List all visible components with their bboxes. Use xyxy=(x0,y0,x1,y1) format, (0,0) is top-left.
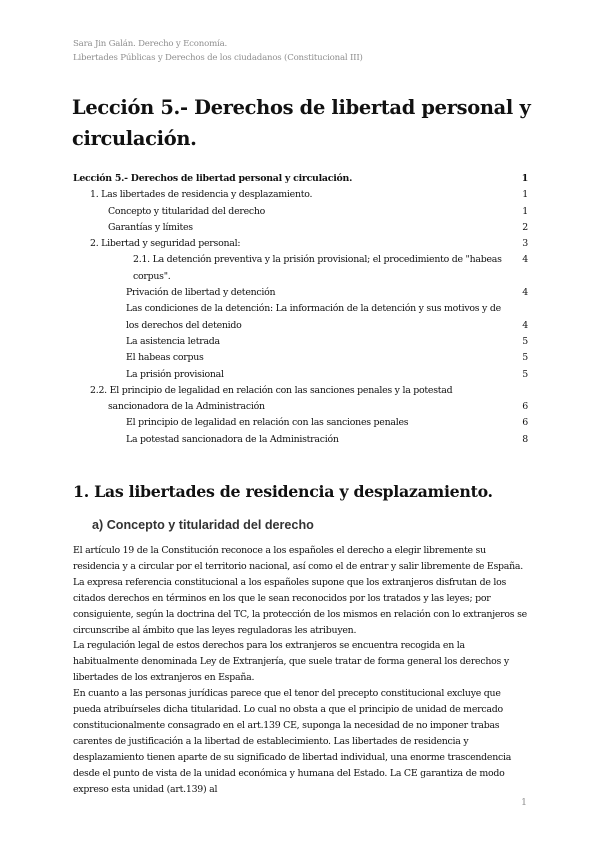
toc-entry[interactable] xyxy=(73,171,528,187)
toc-entry-page: 5 xyxy=(522,352,528,364)
toc-entry-text: La potestad sancionadora de la Administración xyxy=(126,433,339,445)
toc-entry-text: Privación de libertad y detención xyxy=(126,287,276,299)
toc-entry[interactable] xyxy=(73,350,528,366)
table-of-contents xyxy=(73,171,528,448)
section-heading: 1. Las libertades de residencia y desplazamiento. xyxy=(73,482,493,501)
toc-entry-page: 4 xyxy=(522,287,528,299)
toc-entry-page: 6 xyxy=(522,417,528,429)
paragraph: La regulación legal de estos derechos para los extranjeros se encuentra recogida en la habitualmente denominada Ley de Extranjería, que suele tratar de forma general los derechos y libertades de los extranjeros en España. xyxy=(73,640,509,684)
toc-entry[interactable] xyxy=(73,220,528,236)
toc-entry-page: 1 xyxy=(521,173,528,184)
toc-entry-text: La asistencia letrada xyxy=(126,335,220,347)
toc-entry-text: 2.1. La detención preventiva y la prisión provisional; el procedimiento de "habeas corpus". xyxy=(133,254,502,282)
toc-entry-text: El principio de legalidad en relación con las sanciones penales xyxy=(126,417,409,429)
toc-entry[interactable] xyxy=(73,187,528,203)
toc-entry-page: 6 xyxy=(522,401,528,413)
toc-entry[interactable] xyxy=(73,415,528,431)
toc-entry[interactable] xyxy=(73,285,528,301)
toc-entry[interactable] xyxy=(73,236,528,252)
toc-entry-page: 1 xyxy=(522,189,528,201)
toc-entry-text: Concepto y titularidad del derecho xyxy=(108,205,266,217)
toc-entry-text: 1. Las libertades de residencia y desplazamiento. xyxy=(90,189,313,201)
toc-entry[interactable] xyxy=(73,252,528,285)
paragraph: En cuanto a las personas jurídicas parece que el tenor del precepto constitucional excluye que pueda atribuírseles dicha titularidad. Lo cual no obsta a que el principio de unidad de mercado constitucionalmente consagrado en el art.139 CE, suponga la necesidad de no imponer trabas carentes de justificación a la libertad de establecimiento. Las libertades de residencia y desplazamiento tienen aparte de su significado de libertad individual, una enorme trascendencia desde el punto de vista de la unidad económica y humana del Estado. La CE garantiza de modo expreso esta unidad (art.139) al xyxy=(73,688,512,795)
toc-entry-page: 3 xyxy=(522,238,528,250)
header-course-line: Libertades Públicas y Derechos de los ciudadanos (Constitucional III) xyxy=(73,53,363,63)
paragraph: El artículo 19 de la Constitución reconoce a los españoles el derecho a elegir libremente su residencia y a circular por el territorio nacional, así como el de entrar y salir libremente de España. La expresa referencia constitucional a los españoles supone que los extranjeros disfrutan de los citados derechos en términos en los que le sean reconocidos por los tratados y las leyes; por consiguiente, según la doctrina del TC, la protección de los mismos en relación con lo extranjeros se circunscribe al ámbito que las leyes reguladoras les atribuyen. xyxy=(73,545,527,636)
toc-entry-text: El habeas corpus xyxy=(126,352,204,364)
header-author-line: Sara Jin Galán. Derecho y Economía. xyxy=(73,39,228,49)
document-title: Lección 5.- Derechos de libertad personal y circulación. xyxy=(72,96,531,150)
toc-entry-text: Las condiciones de la detención: La información de la detención y sus motivos y de los derechos del detenido xyxy=(126,303,501,331)
body-text xyxy=(73,543,528,798)
toc-entry[interactable] xyxy=(73,367,528,383)
toc-entry-page: 5 xyxy=(522,335,528,347)
toc-entry-text: 2. Libertad y seguridad personal: xyxy=(90,238,241,250)
toc-entry-text: 2.2. El principio de legalidad en relación con las sanciones penales y la potestad sancionadora de la Administración xyxy=(90,384,453,413)
toc-entry-text: Garantías y límites xyxy=(108,221,193,233)
toc-entry[interactable] xyxy=(73,432,528,448)
toc-entry-page: 4 xyxy=(522,319,528,331)
toc-entry-page: 8 xyxy=(522,433,528,445)
toc-entry-page: 5 xyxy=(522,368,528,380)
toc-entry-text: Lección 5.- Derechos de libertad personal y circulación. xyxy=(73,173,353,184)
toc-entry-text: La prisión provisional xyxy=(126,368,224,380)
toc-entry[interactable] xyxy=(73,301,528,334)
toc-entry[interactable] xyxy=(73,204,528,220)
page-number: 1 xyxy=(521,797,528,808)
subsection-heading: a) Concepto y titularidad del derecho xyxy=(92,518,314,532)
toc-entry[interactable] xyxy=(73,334,528,350)
toc-entry-page: 2 xyxy=(522,221,528,233)
toc-entry[interactable] xyxy=(73,383,528,416)
toc-entry-page: 4 xyxy=(522,254,528,266)
running-header xyxy=(73,37,363,65)
toc-entry-page: 1 xyxy=(522,205,528,217)
